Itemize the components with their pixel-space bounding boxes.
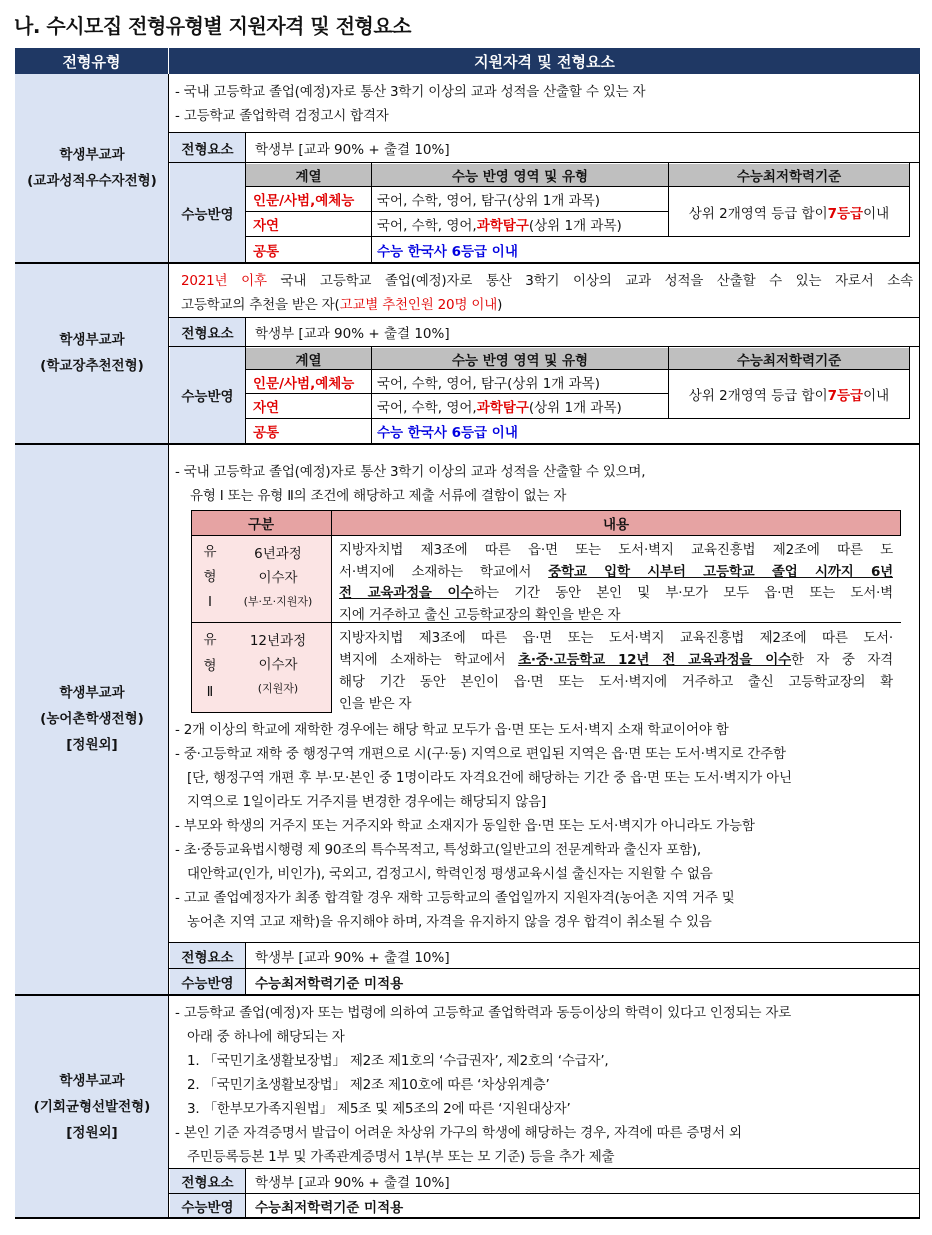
s3-type1-line-4: 지에 거주하고 출신 고등학교장의 확인을 받은 자	[339, 607, 621, 623]
s2-head-area: 수능 반영 영역 및 유형	[372, 348, 668, 369]
s1-row1-area: 국어, 수학, 영어, 탐구(상위 1개 과목)	[377, 193, 600, 209]
s2-row3-area: 수능 한국사 6등급 이내	[377, 425, 518, 441]
divider	[668, 163, 669, 237]
s1-qualification-1: - 국내 고등학교 졸업(예정)자로 통산 3학기 이상의 교과 성적을 산출할 수 있는 자	[175, 84, 646, 100]
s3-element-value: 학생부 [교과 90% + 출결 10%]	[255, 949, 450, 966]
divider	[919, 74, 920, 1218]
divider	[191, 712, 331, 713]
s2-row1-track: 인문/사범,예체능	[253, 375, 355, 392]
divider	[245, 1168, 246, 1218]
divider	[668, 347, 669, 419]
s4-line-3: 1. 「국민기초생활보장법」 제2조 제1호의 ‘수급권자’, 제2호의 ‘수급자’,	[187, 1053, 609, 1069]
divider	[191, 622, 901, 623]
divider	[191, 510, 192, 713]
divider	[168, 942, 920, 943]
s3-type2-line-3: 해당 기간 동안 본인이 읍·면 또는 도서·벽지에 거주하고 출신 고등학교장의 확	[339, 674, 893, 690]
s3-type2-line-2: 벽지에 소재하는 학교에서 초·중·고등학교 12년 전 교육과정을 이수한 자 중 자격	[339, 652, 894, 668]
s3-note-1: - 2개 이상의 학교에 재학한 경우에는 해당 학교 모두가 읍·면 또는 도서·벽지 소재 학교이어야 함	[175, 722, 729, 738]
divider	[168, 1193, 920, 1194]
s3-type1-line-2: 서·벽지에 소재하는 학교에서 중학교 입학 시부터 고등학교 졸업 시까지 6년	[339, 564, 893, 580]
s1-row1-track: 인문/사범,예체능	[253, 193, 355, 209]
divider	[168, 162, 920, 163]
s2-element-label: 전형요소	[170, 318, 245, 346]
divider	[245, 393, 669, 394]
s2-row1-area: 국어, 수학, 영어, 탐구(상위 1개 과목)	[377, 375, 600, 392]
section-2-name: 학생부교과 (학교장추천전형)	[15, 263, 169, 443]
header-qualification: 지원자격 및 전형요소	[169, 48, 920, 74]
s1-min-criteria: 상위 2개영역 등급 합이 7등급 이내	[688, 205, 890, 222]
s2-row2-area: 국어, 수학, 영어, 과학탐구 (상위 1개 과목)	[377, 400, 622, 416]
divider	[371, 163, 372, 262]
divider	[191, 535, 901, 536]
s2-row2-track: 자연	[253, 400, 280, 416]
s4-reflect-label: 수능반영	[170, 1194, 245, 1218]
s4-line-5: 3. 「한부모가족지원법」 제5조 및 제5조의 2에 따른 ‘지원대상자’	[187, 1101, 571, 1117]
s3-reflect-value: 수능최저학력기준 미적용	[255, 975, 404, 992]
s3-type2-line-4: 인을 받은 자	[339, 696, 412, 712]
s1-head-min: 수능최저학력기준	[669, 164, 909, 186]
divider	[245, 418, 669, 419]
s3-type2-line-1: 지방자치법 제3조에 따른 읍·면 또는 도서·벽지 교육진흥법 제2조에 따른 도서·	[339, 630, 893, 646]
s4-line-7: 주민등록등본 1부 및 가족관계증명서 1부(부 또는 모 기준) 등을 추가 제출	[187, 1149, 615, 1165]
divider	[168, 317, 920, 318]
s1-row2-area: 국어, 수학, 영어, 과학탐구 (상위 1개 과목)	[377, 218, 622, 234]
s3-tbl-head-category: 구분	[191, 511, 331, 535]
page-title: 나. 수시모집 전형유형별 지원자격 및 전형요소	[14, 14, 411, 38]
divider	[191, 510, 901, 511]
s3-note-2a: - 중·고등학교 재학 중 행정구역 개편으로 시(구·동) 지역으로 편입된 지역은 읍·면 또는 도서·벽지로 간주함	[175, 746, 786, 762]
s3-note-4b: 대안학교(인가, 비인가), 국외고, 검정고시, 학력인정 평생교육시설 출신자는 지원할 수 없음	[187, 866, 713, 882]
s4-element-label: 전형요소	[170, 1169, 245, 1193]
s3-note-2c: 지역으로 1일이라도 거주지를 변경한 경우에는 해당되지 않음]	[187, 794, 547, 810]
divider	[371, 347, 372, 443]
divider	[245, 942, 246, 994]
s1-reflect-label: 수능반영	[170, 163, 245, 262]
s3-type1-line-3: 전 교육과정을 이수하는 기간 동안 본인 및 부·모가 모두 읍·면 또는 도서·벽	[339, 585, 893, 601]
divider	[245, 317, 246, 443]
divider	[245, 369, 910, 370]
divider	[15, 262, 920, 264]
divider	[900, 510, 901, 536]
s3-reflect-label: 수능반영	[170, 969, 245, 994]
s3-element-label: 전형요소	[170, 943, 245, 968]
divider	[168, 74, 169, 1218]
s2-qualification-1: 2021년 이후 국내 고등학교 졸업(예정)자로 통산 3학기 이상의 교과 성적을 산출할 수 있는 자로서 소속	[181, 273, 913, 289]
section-1-name: 학생부교과 (교과성적우수자전형)	[15, 74, 169, 262]
s3-type2-name: 12년과정 이수자 (지원자)	[249, 633, 307, 695]
s3-tbl-head-content: 내용	[332, 511, 900, 535]
divider	[909, 347, 910, 419]
s2-head-track: 계열	[246, 348, 371, 369]
divider	[168, 132, 920, 133]
s1-row3-track: 공통	[253, 243, 280, 260]
s3-note-3: - 부모와 학생의 거주지 또는 거주지와 학교 소재지가 동일한 읍·면 또는 도서·벽지가 아니라도 가능함	[175, 818, 755, 834]
s2-min-criteria: 상위 2개영역 등급 합이 7등급 이내	[688, 388, 890, 404]
s2-qualification-2: 고등학교의 추천을 받은 자(고교별 추천인원 20명 이내)	[181, 297, 503, 313]
divider	[15, 1217, 920, 1219]
divider	[168, 1168, 920, 1169]
s4-line-2: 아래 중 하나에 해당되는 자	[187, 1029, 345, 1045]
s2-reflect-label: 수능반영	[170, 347, 245, 443]
divider	[168, 968, 920, 969]
s3-type1-line-1: 지방자치법 제3조에 따른 읍·면 또는 도서·벽지 교육진흥법 제2조에 따른 도	[339, 542, 893, 558]
divider	[669, 236, 910, 237]
s3-intro-2: 유형 Ⅰ 또는 유형 Ⅱ의 조건에 해당하고 제출 서류에 결함이 없는 자	[190, 488, 567, 504]
s3-type1-label: 유 형 Ⅰ	[203, 544, 217, 610]
divider	[669, 418, 910, 419]
s1-row3-area: 수능 한국사 6등급 이내	[377, 243, 518, 260]
s4-line-6: - 본인 기준 자격증명서 발급이 어려운 차상위 가구의 학생에 해당하는 경우, 자격에 따른 증명서 외	[175, 1125, 742, 1141]
s4-reflect-value: 수능최저학력기준 미적용	[255, 1200, 404, 1216]
s1-head-area: 수능 반영 영역 및 유형	[372, 164, 668, 186]
section-4-name: 학생부교과 (기회균형선발전형) [정원외]	[15, 995, 169, 1218]
s1-row2-track: 자연	[253, 218, 280, 234]
divider	[909, 163, 910, 237]
s3-note-2b: [단, 행정구역 개편 후 부·모·본인 중 1명이라도 자격요건에 해당하는 기간 중 읍·면 또는 도서·벽지가 아닌	[187, 770, 792, 786]
s3-type1-name: 6년과정 이수자 (부·모·지원자)	[243, 546, 313, 608]
divider	[331, 510, 332, 713]
divider	[245, 211, 669, 212]
divider	[245, 186, 910, 187]
s1-element-value: 학생부 [교과 90% + 출결 10%]	[255, 141, 450, 158]
admission-table	[15, 48, 920, 1218]
s2-element-value: 학생부 [교과 90% + 출결 10%]	[255, 326, 450, 342]
s1-qualification-2: - 고등학교 졸업학력 검정고시 합격자	[175, 108, 389, 124]
s3-type2-label: 유 형 Ⅱ	[203, 632, 217, 700]
divider	[245, 132, 246, 262]
divider	[245, 236, 669, 237]
section-3-name: 학생부교과 (농어촌학생전형) [정원외]	[15, 444, 169, 994]
s4-line-1: - 고등학교 졸업(예정)자 또는 법령에 의하여 고등학교 졸업학력과 동등이상의 학력이 있다고 인정되는 자로	[175, 1005, 792, 1021]
divider	[168, 346, 920, 347]
s4-element-value: 학생부 [교과 90% + 출결 10%]	[255, 1175, 450, 1191]
s2-row3-track: 공통	[253, 425, 280, 441]
s3-note-4a: - 초·중등교육법시행령 제 90조의 특수목적고, 특성화고(일반고의 전문계학과 출신자 포함),	[175, 842, 702, 858]
s2-head-min: 수능최저학력기준	[669, 348, 909, 369]
s3-note-5b: 농어촌 지역 고교 재학)을 유지해야 하며, 자격을 유지하지 않을 경우 합격이 취소될 수 있음	[187, 914, 712, 930]
divider	[15, 994, 920, 996]
header-type: 전형유형	[15, 48, 168, 74]
s1-head-track: 계열	[246, 164, 371, 186]
divider	[15, 443, 920, 445]
s1-element-label: 전형요소	[170, 133, 245, 162]
s4-line-4: 2. 「국민기초생활보장법」 제2조 제10호에 따른 ‘차상위계층’	[187, 1077, 550, 1093]
s3-intro-1: - 국내 고등학교 졸업(예정)자로 통산 3학기 이상의 교과 성적을 산출할 수 있으며,	[175, 464, 646, 480]
s3-note-5a: - 고교 졸업예정자가 최종 합격할 경우 재학 고등학교의 졸업일까지 지원자격(농어촌 지역 거주 및	[175, 890, 735, 906]
